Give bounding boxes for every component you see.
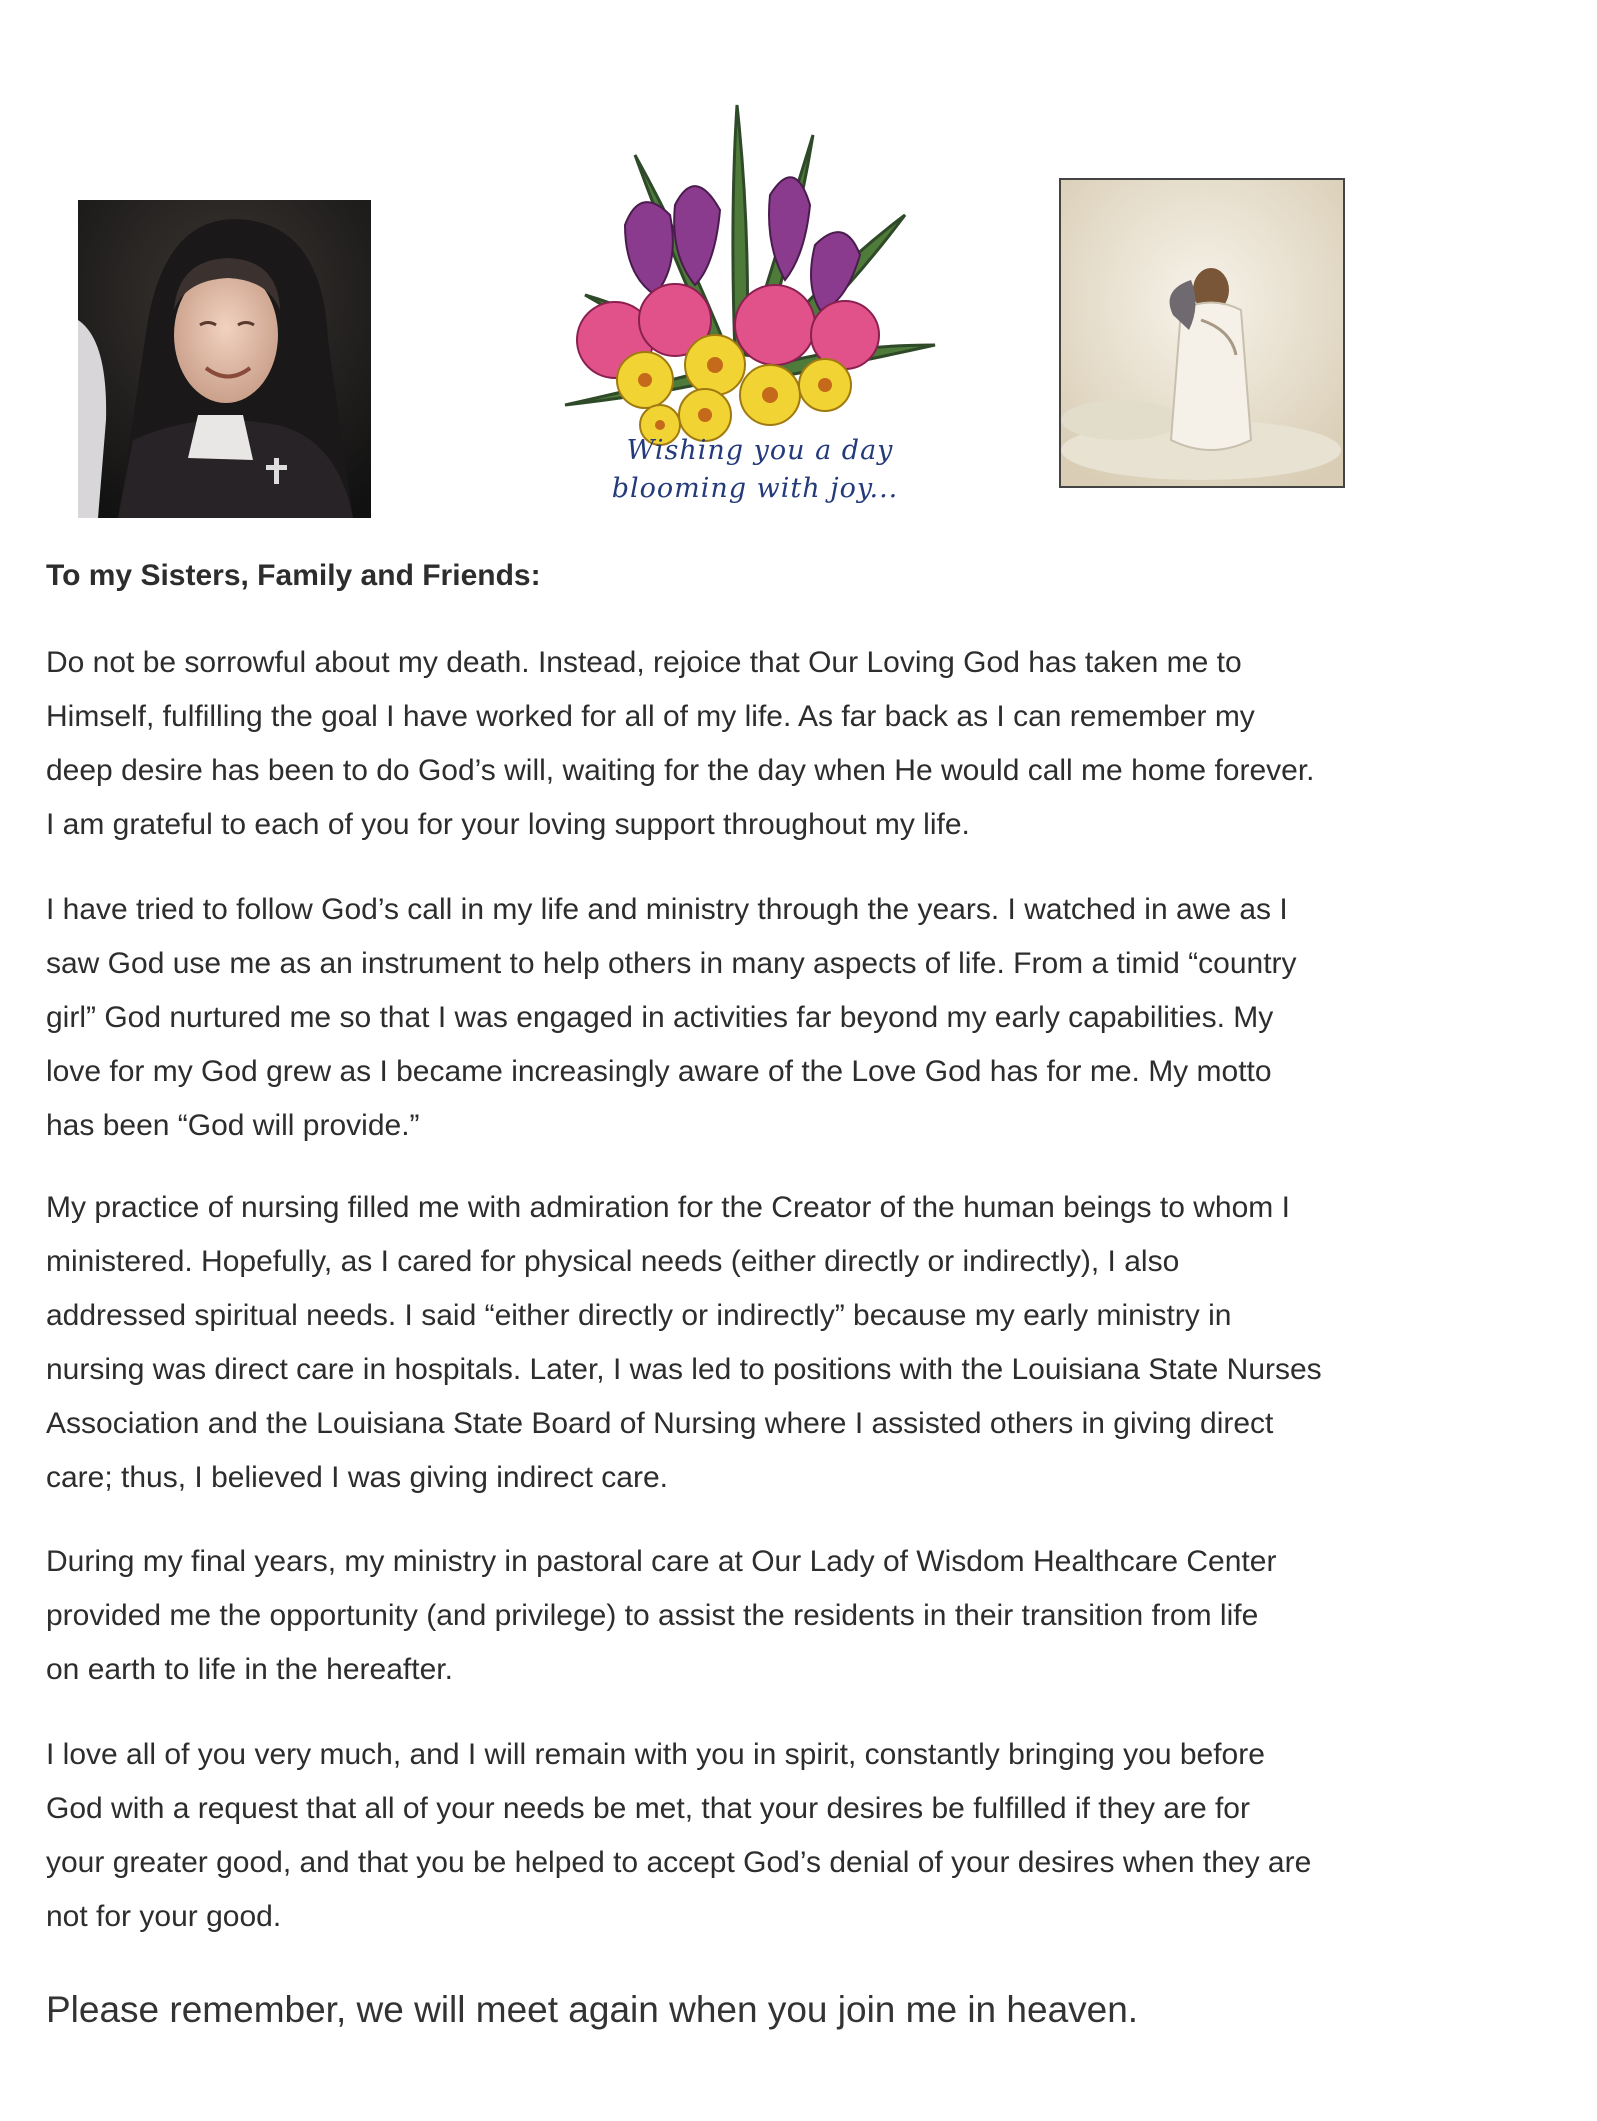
paragraph-line: I love all of you very much, and I will remain with you in spirit, constantly bringing you before bbox=[46, 1738, 1265, 1771]
paragraph-line: girl” God nurtured me so that I was engaged in activities far beyond my early capabilities. My bbox=[46, 1001, 1274, 1034]
flower-caption-line-1: Wishing you a day bbox=[626, 435, 894, 466]
paragraph-line: Association and the Louisiana State Board of Nursing where I assisted others in giving direct bbox=[46, 1407, 1274, 1440]
paragraph-line: on earth to life in the hereafter. bbox=[46, 1653, 453, 1686]
paragraph-line: nursing was direct care in hospitals. Later, I was led to positions with the Louisiana State Nurses bbox=[46, 1353, 1322, 1386]
paragraph-line: not for your good. bbox=[46, 1900, 282, 1933]
paragraph-line: addressed spiritual needs. I said “either directly or indirectly” because my early ministry in bbox=[46, 1299, 1232, 1332]
closing-line: Please remember, we will meet again when you join me in heaven. bbox=[46, 1989, 1139, 2030]
salutation: To my Sisters, Family and Friends: bbox=[46, 559, 541, 592]
jesus-embrace-icon bbox=[1061, 180, 1343, 486]
paragraph-line: I am grateful to each of you for your loving support throughout my life. bbox=[46, 808, 970, 841]
paragraph-line: God with a request that all of your needs be met, that your desires be fulfilled if they are for bbox=[46, 1792, 1250, 1825]
flower-bouquet-graphic bbox=[545, 95, 945, 515]
paragraph-1 bbox=[46, 636, 1546, 852]
paragraph-line: care; thus, I believed I was giving indirect care. bbox=[46, 1461, 668, 1494]
paragraph-line: ministered. Hopefully, as I cared for physical needs (either directly or indirectly), I also bbox=[46, 1245, 1180, 1278]
paragraph-line: has been “God will provide.” bbox=[46, 1109, 420, 1142]
flower-caption-line-2: blooming with joy... bbox=[611, 473, 899, 504]
paragraph-line: I have tried to follow God’s call in my life and ministry through the years. I watched in awe as I bbox=[46, 893, 1288, 926]
nun-portrait-icon bbox=[78, 200, 371, 518]
paragraph-2 bbox=[46, 883, 1546, 1153]
paragraph-line: Do not be sorrowful about my death. Instead, rejoice that Our Loving God has taken me to bbox=[46, 646, 1242, 679]
paragraph-line: love for my God grew as I became increasingly aware of the Love God has for me. My motto bbox=[46, 1055, 1272, 1088]
paragraph-line: deep desire has been to do God’s will, waiting for the day when He would call me home forever. bbox=[46, 754, 1315, 787]
paragraph-line: provided me the opportunity (and privilege) to assist the residents in their transition from life bbox=[46, 1599, 1259, 1632]
paragraph-line: During my final years, my ministry in pastoral care at Our Lady of Wisdom Healthcare Center bbox=[46, 1545, 1277, 1578]
embrace-picture bbox=[1059, 178, 1345, 488]
paragraph-3 bbox=[46, 1181, 1546, 1505]
portrait-photo bbox=[78, 200, 371, 518]
paragraph-4 bbox=[46, 1535, 1546, 1697]
paragraph-line: saw God use me as an instrument to help others in many aspects of life. From a timid “country bbox=[46, 947, 1297, 980]
paragraph-5 bbox=[46, 1728, 1546, 1944]
paragraph-line: your greater good, and that you be helped to accept God’s denial of your desires when they are bbox=[46, 1846, 1312, 1879]
paragraph-line: My practice of nursing filled me with admiration for the Creator of the human beings to whom I bbox=[46, 1191, 1290, 1224]
paragraph-line: Himself, fulfilling the goal I have worked for all of my life. As far back as I can remember my bbox=[46, 700, 1255, 733]
